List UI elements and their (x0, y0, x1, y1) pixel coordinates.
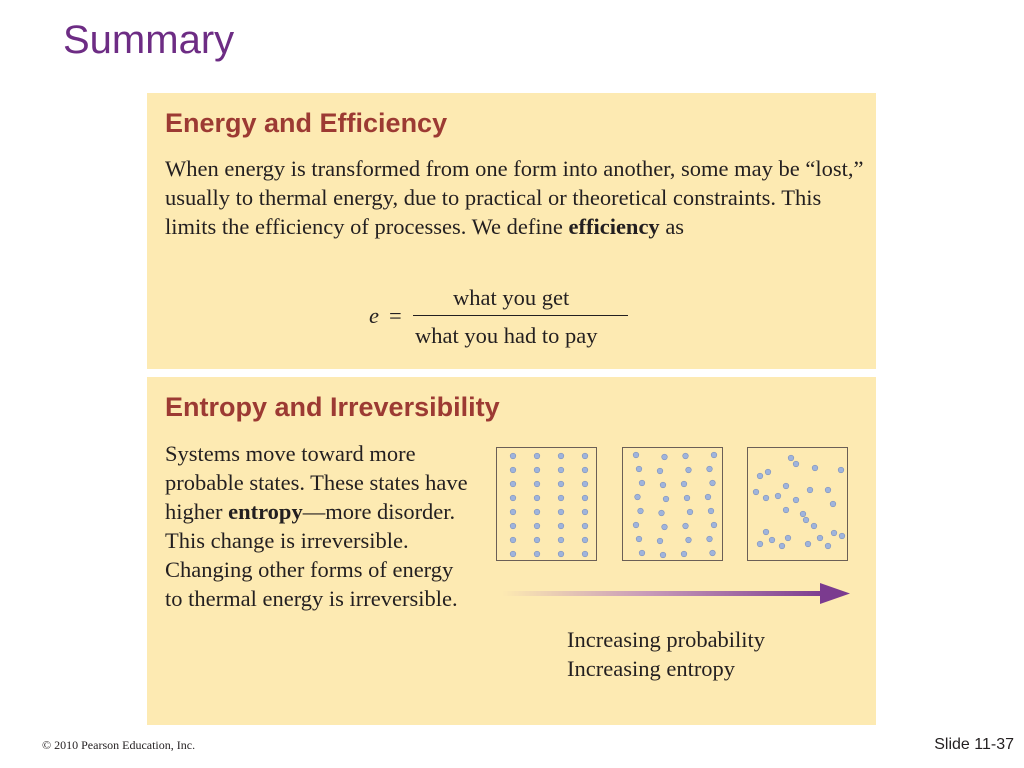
particle (825, 543, 831, 549)
particle (582, 481, 588, 487)
particle (811, 523, 817, 529)
particle (636, 466, 642, 472)
particle (681, 481, 687, 487)
particle-boxes-illustration (496, 447, 851, 567)
particle (510, 509, 516, 515)
particle (686, 537, 692, 543)
particle (638, 508, 644, 514)
particle (558, 523, 564, 529)
particle (659, 510, 665, 516)
particle (663, 496, 669, 502)
energy-text-part1: When energy is transformed from one form into another, some may be “lost,” usually to thermal energy, due to practical or theoretical constraints. This limits the efficiency of processes. We define (165, 156, 864, 239)
particle (710, 550, 716, 556)
particle (763, 495, 769, 501)
increasing-entropy-arrow (502, 582, 852, 606)
particle (558, 467, 564, 473)
efficiency-term: efficiency (568, 214, 660, 239)
particle (817, 535, 823, 541)
arrow-caption (567, 625, 765, 683)
particle (558, 551, 564, 557)
slide-number: Slide 11-37 (934, 736, 1014, 753)
particle (753, 489, 759, 495)
particle (769, 537, 775, 543)
particle (793, 461, 799, 467)
caption-entropy: Increasing entropy (567, 656, 736, 681)
particle (558, 537, 564, 543)
fraction-bar (413, 315, 628, 316)
particle (558, 495, 564, 501)
particle (757, 541, 763, 547)
particle (558, 453, 564, 459)
particle (633, 452, 639, 458)
particle (785, 535, 791, 541)
particle (510, 481, 516, 487)
particle (582, 467, 588, 473)
particle (684, 495, 690, 501)
particle (711, 522, 717, 528)
disordered-particles (748, 448, 849, 562)
particle (803, 517, 809, 523)
particle (534, 453, 540, 459)
particle (534, 523, 540, 529)
disordered-particles-box (747, 447, 848, 561)
particle (657, 468, 663, 474)
ordered-particles-box (496, 447, 597, 561)
particle (534, 551, 540, 557)
particle (783, 507, 789, 513)
particle (793, 497, 799, 503)
particle (582, 453, 588, 459)
particle (660, 482, 666, 488)
particle (582, 523, 588, 529)
particle (534, 495, 540, 501)
entropy-irreversibility-heading: Entropy and Irreversibility (165, 392, 500, 422)
particle (534, 481, 540, 487)
entropy-term: entropy (228, 499, 303, 524)
particle (707, 466, 713, 472)
particle (783, 483, 789, 489)
energy-text-part2: as (659, 214, 685, 239)
particle (807, 487, 813, 493)
particle (831, 530, 837, 536)
particle (686, 467, 692, 473)
particle (800, 511, 806, 517)
particle (633, 522, 639, 528)
energy-efficiency-heading: Energy and Efficiency (165, 108, 448, 138)
entropy-irreversibility-text (165, 439, 475, 613)
particle (510, 467, 516, 473)
formula-numerator: what you get (453, 285, 570, 310)
particle (510, 453, 516, 459)
energy-efficiency-text (165, 154, 865, 241)
particle (710, 480, 716, 486)
semi-ordered-particles-box (622, 447, 723, 561)
particle (763, 529, 769, 535)
particle (558, 509, 564, 515)
particle (662, 454, 668, 460)
caption-probability: Increasing probability (567, 627, 766, 652)
particle (534, 467, 540, 473)
particle (636, 536, 642, 542)
particle (582, 551, 588, 557)
particle (765, 469, 771, 475)
particle (657, 538, 663, 544)
particle (683, 523, 689, 529)
particle (534, 509, 540, 515)
entropy-irreversibility-panel (147, 377, 876, 725)
ordered-particles (497, 448, 598, 562)
energy-efficiency-panel (147, 93, 876, 369)
particle (582, 495, 588, 501)
formula-lhs: e (369, 303, 379, 328)
efficiency-formula (369, 283, 639, 353)
entropy-text-part1: Systems move toward more probable states. These states have higher (165, 441, 468, 524)
particle (805, 541, 811, 547)
particle (510, 495, 516, 501)
particle (705, 494, 711, 500)
particle (757, 473, 763, 479)
particle (683, 453, 689, 459)
particle (788, 455, 794, 461)
particle (707, 536, 713, 542)
particle (839, 533, 845, 539)
particle (838, 467, 844, 473)
formula-denominator: what you had to pay (415, 323, 598, 348)
particle (510, 551, 516, 557)
particle (779, 543, 785, 549)
copyright-footer: © 2010 Pearson Education, Inc. (42, 738, 196, 752)
entropy-text-part2: —more disorder. This change is irreversible. Changing other forms of energy to thermal energy is irreversible. (165, 499, 458, 611)
semi-ordered-particles (623, 448, 724, 562)
particle (639, 480, 645, 486)
slide-title: Summary (63, 18, 235, 62)
particle (687, 509, 693, 515)
particle (775, 493, 781, 499)
formula-equals: = (389, 303, 402, 328)
particle (582, 537, 588, 543)
particle (812, 465, 818, 471)
particle (711, 452, 717, 458)
particle (708, 508, 714, 514)
particle (662, 524, 668, 530)
particle (510, 523, 516, 529)
particle (825, 487, 831, 493)
particle (830, 501, 836, 507)
particle (639, 550, 645, 556)
particle (635, 494, 641, 500)
particle (510, 537, 516, 543)
particle (582, 509, 588, 515)
particle (558, 481, 564, 487)
particle (681, 551, 687, 557)
particle (660, 552, 666, 558)
particle (534, 537, 540, 543)
